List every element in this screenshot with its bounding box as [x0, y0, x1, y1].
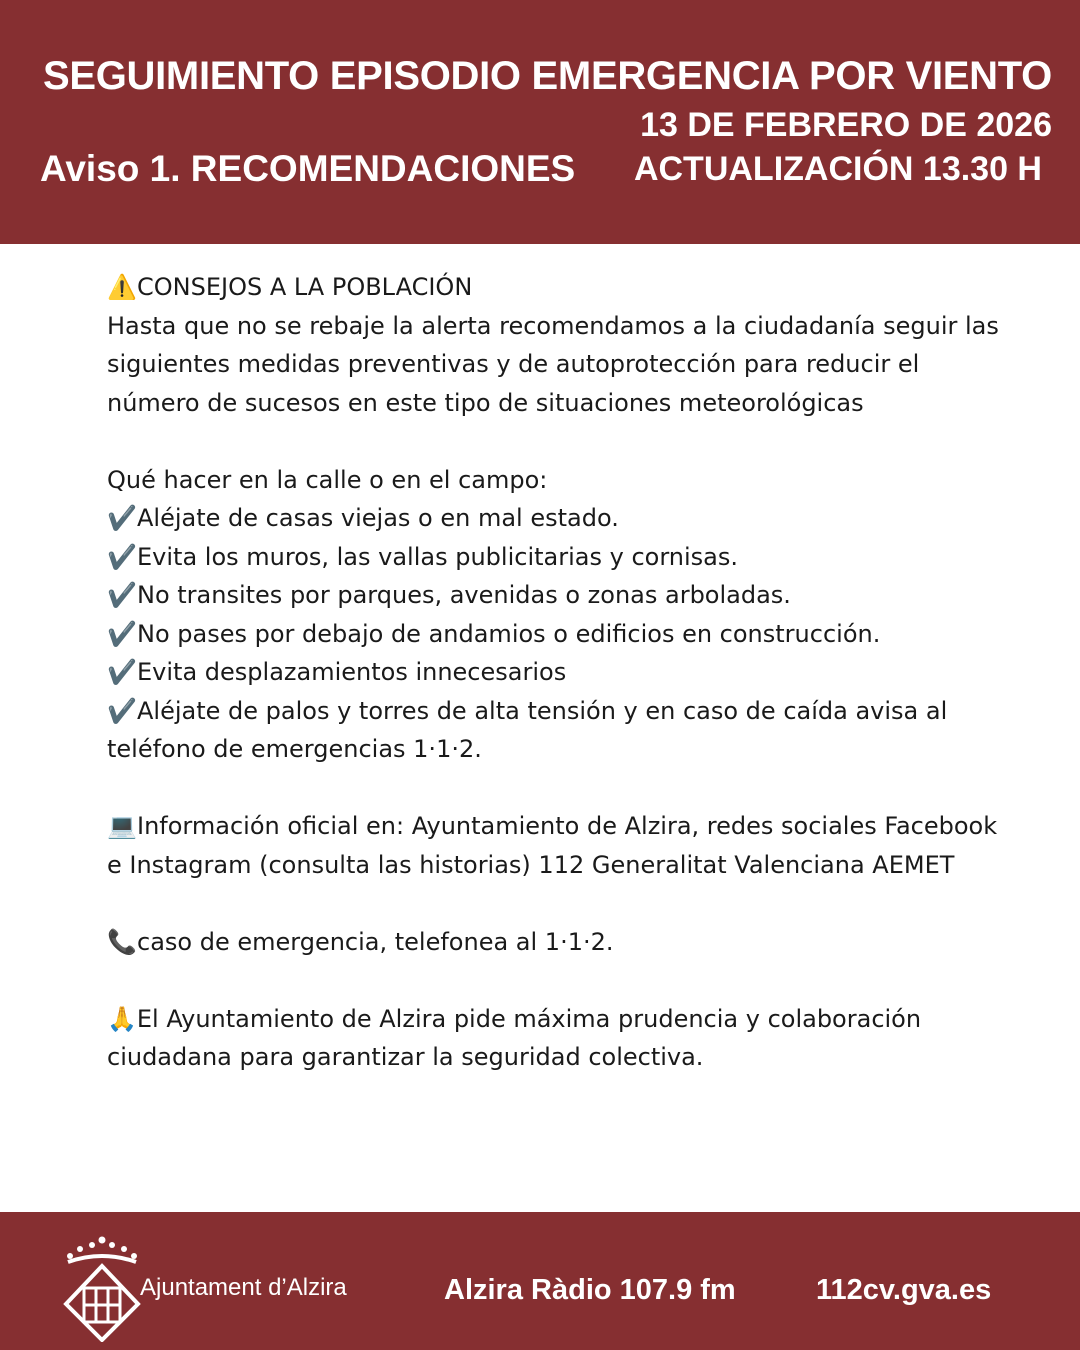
footer-banner: [0, 1212, 1080, 1350]
checkmark-icon: ✔️: [107, 658, 137, 686]
date-label: 13 DE FEBRERO DE 2026: [640, 106, 1052, 144]
city-crest-icon: [56, 1232, 146, 1342]
tip-item: ✔️Aléjate de casas viejas o en mal estado.: [107, 499, 1007, 538]
checkmark-icon: ✔️: [107, 619, 137, 648]
radio-info: Alzira Ràdio 107.9 fm: [444, 1274, 736, 1306]
update-time-label: ACTUALIZACIÓN 13.30 H: [633, 150, 1042, 188]
advice-heading: CONSEJOS A LA POBLACIÓN: [137, 273, 473, 301]
city-crest-logo: [56, 1232, 146, 1342]
phone-icon: 📞: [107, 927, 137, 956]
laptop-icon: 💻: [107, 812, 137, 840]
logo-text: Ajuntament d’Alzira: [140, 1274, 347, 1301]
checkmark-icon: ✔️: [107, 581, 137, 609]
page-title: SEGUIMIENTO EPISODIO EMERGENCIA POR VIENTO: [42, 54, 1052, 98]
tip-item: ✔️No transites por parques, avenidas o zonas arboladas.: [107, 576, 1007, 615]
tip-item: ✔️Evita los muros, las vallas publicitarias y cornisas.: [107, 538, 1007, 577]
tip-item: ✔️No pases por debajo de andamios o edificios en construcción.: [107, 615, 1007, 654]
folded-hands-icon: 🙏: [107, 1004, 137, 1033]
checkmark-icon: ✔️: [107, 542, 137, 571]
website-link[interactable]: 112cv.gva.es: [816, 1274, 992, 1306]
warning-icon: ⚠️: [107, 273, 137, 301]
tip-item: ✔️Aléjate de palos y torres de alta tensión y en caso de caída avisa al teléfono de emergencias 1·1·2.: [107, 692, 1007, 769]
intro-text: Hasta que no se rebaje la alerta recomendamos a la ciudadanía seguir las siguientes medidas preventivas y de autoprotección para reducir el número de sucesos en este tipo de situaciones meteorológicas: [107, 311, 999, 417]
checkmark-icon: ✔️: [107, 696, 137, 725]
checkmark-icon: ✔️: [107, 504, 137, 532]
advice-content: [107, 268, 1007, 1077]
header-banner: [0, 0, 1080, 244]
what-to-do-heading: Qué hacer en la calle o en el campo:: [107, 465, 548, 494]
advice-heading-line: [107, 268, 1007, 307]
closing-message: 🙏El Ayuntamiento de Alzira pide máxima prudencia y colaboración ciudadana para garantizar la seguridad colectiva.: [107, 1004, 922, 1071]
tips-list: [107, 499, 1007, 769]
aviso-label: Aviso 1. RECOMENDACIONES: [40, 148, 576, 189]
tip-item: ✔️Evita desplazamientos innecesarios: [107, 653, 1007, 692]
emergency-info: 📞caso de emergencia, telefonea al 1·1·2.: [107, 923, 1007, 962]
official-info: 💻Información oficial en: Ayuntamiento de Alzira, redes sociales Facebook e Instagram (consulta las historias) 112 Generalitat Valenciana AEMET: [107, 807, 1007, 884]
